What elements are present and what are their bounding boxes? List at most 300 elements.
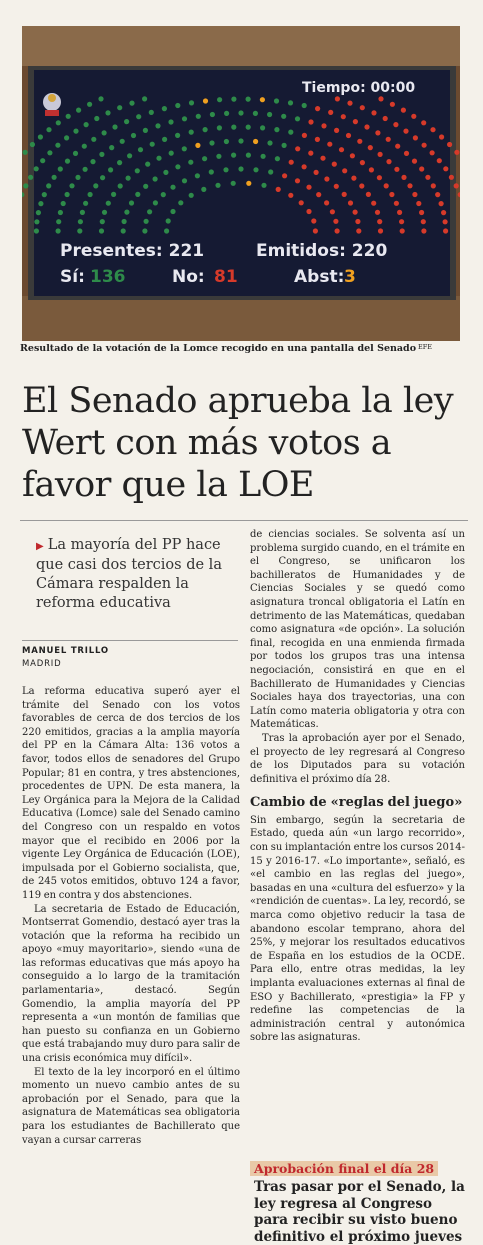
- seat-dot: [435, 192, 440, 197]
- seat-dot: [195, 143, 200, 148]
- seat-dot: [253, 167, 258, 172]
- seat-dot: [281, 114, 286, 119]
- paragraph: de ciencias sociales. Se solventa así un problema surgido cuando, en el trámite en el Congreso, se unificaron los bachilleratos de Humanidades y de Ciencias Sociales y se quedó como asignatura troncal obligatoria el Latín en detrimento de las Matemáticas, quedaban como asignatura «de opción». La solución final, recogida en una enmienda firmada por todos los grupos tras una intensa negociación, consistirá en que en el Bachillerato de Humanidades y Ciencias Sociales haya dos trayectorias, una con Latín como materia obligatoria y otra con Matemáticas.: [250, 529, 465, 731]
- seat-dot: [61, 201, 66, 206]
- seat-dot: [421, 228, 426, 233]
- seat-dot: [127, 153, 132, 158]
- seat-dot: [58, 210, 63, 215]
- seat-dot: [313, 228, 318, 233]
- seat-dot: [99, 228, 104, 233]
- seat-dot: [315, 106, 320, 111]
- seat-dot: [341, 114, 346, 119]
- seat-dot: [333, 219, 338, 224]
- seat-dot: [84, 122, 89, 127]
- seat-dot: [393, 122, 398, 127]
- seat-dot: [109, 145, 114, 150]
- highlight-text: Tras pasar por el Senado, la ley regresa al Congreso para recibir su visto bueno definitivo el próximo jueves: [254, 1179, 465, 1245]
- seat-dot: [443, 219, 448, 224]
- seat-dot: [369, 167, 374, 172]
- seat-dot: [203, 127, 208, 132]
- highlight-box: [250, 1158, 468, 1245]
- seat-dot: [124, 119, 129, 124]
- seat-dot: [276, 187, 281, 192]
- board-abst-label: Abst:: [294, 267, 345, 287]
- seat-dot: [302, 164, 307, 169]
- seat-dot: [324, 200, 329, 205]
- seat-dot: [170, 209, 175, 214]
- board-si-value: 136: [90, 267, 126, 287]
- seat-dot: [350, 153, 355, 158]
- seat-dot: [175, 103, 180, 108]
- seat-dot: [454, 150, 459, 155]
- seat-dot: [38, 134, 43, 139]
- seat-dot: [353, 119, 358, 124]
- photo-voting-board: [22, 26, 460, 341]
- seat-dot: [145, 162, 150, 167]
- seat-dot: [106, 201, 111, 206]
- seat-dot: [47, 150, 52, 155]
- seat-dot: [441, 210, 446, 215]
- screen-background: [34, 70, 450, 296]
- seat-dot: [153, 200, 158, 205]
- seat-dot: [375, 130, 380, 135]
- seat-dot: [166, 218, 171, 223]
- seat-dot: [377, 175, 382, 180]
- board-no-value: 81: [214, 267, 238, 287]
- paragraph: Sin embargo, según la secretaria de Estado, queda aún «un largo recorrido», con su implantación entre los cursos 2014-15 y 2016-17. «Lo importante», señaló, es «el cambio en las reglas del juego», basadas en una «cultura del esfuerzo» y la «rendición de cuentas». La ley, recordó, se marca como objetivo reducir la tasa de abandono escolar temprano, ahora del 25%, y mejorar los resultados educativos de España en los estudios de la OCDE. Para ello, entre otras medidas, la ley implanta evaluaciones externas al final de ESO y Bachillerato, «prestigia» la FP y redefine las competencias de la administración central y autonómica sobre las asignaturas.: [250, 814, 465, 1044]
- seat-dot: [153, 176, 158, 181]
- seat-dot: [162, 137, 167, 142]
- seat-dot: [150, 142, 155, 147]
- seat-dot: [295, 146, 300, 151]
- seat-dot: [102, 130, 107, 135]
- seat-dot: [124, 210, 129, 215]
- seat-dot: [282, 143, 287, 148]
- seat-dot: [335, 96, 340, 101]
- seat-dot: [449, 175, 454, 180]
- seat-dot: [386, 159, 391, 164]
- seat-dot: [411, 114, 416, 119]
- author-name: MANUEL TRILLO: [22, 646, 109, 656]
- seat-dot: [40, 158, 45, 163]
- seat-dot: [231, 181, 236, 186]
- seat-dot: [394, 167, 399, 172]
- seat-dot: [403, 129, 408, 134]
- seat-dot: [65, 159, 70, 164]
- seat-dot: [169, 151, 174, 156]
- headline-divider: [20, 520, 468, 521]
- seat-dot: [87, 102, 92, 107]
- seat-dot: [189, 130, 194, 135]
- seat-dot: [383, 116, 388, 121]
- seat-dot: [73, 129, 78, 134]
- seat-dot: [360, 160, 365, 165]
- seat-dot: [295, 116, 300, 121]
- seat-dot: [399, 219, 404, 224]
- seat-dot: [368, 145, 373, 150]
- board-si-label: Sí:: [60, 267, 85, 287]
- seat-dot: [224, 139, 229, 144]
- seat-dot: [129, 101, 134, 106]
- seat-dot: [401, 108, 406, 113]
- seat-dot: [93, 183, 98, 188]
- seat-dot: [162, 106, 167, 111]
- seat-dot: [288, 100, 293, 105]
- seat-dot: [447, 142, 452, 147]
- seat-dot: [275, 156, 280, 161]
- seat-dot: [407, 183, 412, 188]
- seat-dot: [437, 158, 442, 163]
- seat-dot: [117, 105, 122, 110]
- seat-dot: [100, 219, 105, 224]
- seat-dot: [90, 159, 95, 164]
- seat-dot: [342, 168, 347, 173]
- seat-dot: [253, 111, 258, 116]
- seat-dot: [378, 96, 383, 101]
- board-presentes: Presentes: 221: [60, 241, 205, 261]
- seat-dot: [215, 183, 220, 188]
- seat-dot: [306, 209, 311, 214]
- seat-dot: [439, 201, 444, 206]
- seat-dot: [135, 168, 140, 173]
- paragraph: El texto de la ley incorporó en el último momento un nuevo cambio antes de su aprobación por el Senado, para que la asignatura de Matemáticas sea obligatoria para los estudiantes de Bachillerato que vayan a cursar carreras: [22, 1066, 240, 1146]
- seat-dot: [135, 192, 140, 197]
- seat-dot: [34, 228, 39, 233]
- seat-dot: [117, 160, 122, 165]
- seat-dot: [161, 192, 166, 197]
- article-subhead: [22, 536, 238, 613]
- seat-dot: [210, 112, 215, 117]
- seat-dot: [121, 228, 126, 233]
- seat-dot: [182, 116, 187, 121]
- seat-dot: [454, 183, 459, 188]
- seat-dot: [136, 114, 141, 119]
- byline: [22, 646, 238, 669]
- seat-dot: [170, 185, 175, 190]
- seat-dot: [412, 159, 417, 164]
- seat-dot: [77, 228, 82, 233]
- seat-dot: [111, 192, 116, 197]
- seat-dot: [347, 101, 352, 106]
- seat-dot: [76, 108, 81, 113]
- seat-dot: [98, 96, 103, 101]
- seat-dot: [394, 201, 399, 206]
- seat-dot: [46, 183, 51, 188]
- seat-dot: [274, 127, 279, 132]
- seat-dot: [261, 183, 266, 188]
- photo-credit: EFE: [418, 343, 433, 351]
- seat-dot: [202, 156, 207, 161]
- seat-dot: [282, 173, 287, 178]
- seat-dot: [238, 138, 243, 143]
- seat-dot: [129, 200, 134, 205]
- seat-dot: [274, 98, 279, 103]
- seat-dot: [224, 111, 229, 116]
- seat-dot: [38, 201, 43, 206]
- seat-dot: [144, 219, 149, 224]
- seat-dot: [142, 228, 147, 233]
- seat-dot: [66, 114, 71, 119]
- seat-dot: [288, 193, 293, 198]
- seat-dot: [267, 112, 272, 117]
- seat-dot: [163, 170, 168, 175]
- seat-dot: [384, 183, 389, 188]
- seat-dot: [143, 128, 148, 133]
- board-no-label: No:: [172, 267, 205, 287]
- seat-dot: [342, 192, 347, 197]
- seat-dot: [321, 123, 326, 128]
- seat-dot: [289, 160, 294, 165]
- seat-dot: [56, 228, 61, 233]
- seat-dot: [189, 193, 194, 198]
- seat-dot: [316, 192, 321, 197]
- seat-dot: [175, 164, 180, 169]
- seat-dot: [348, 200, 353, 205]
- seat-dot: [52, 175, 57, 180]
- seat-dot: [327, 142, 332, 147]
- seat-dot: [80, 210, 85, 215]
- seat-dot: [246, 153, 251, 158]
- seat-dot: [397, 210, 402, 215]
- seat-dot: [419, 210, 424, 215]
- seat-dot: [416, 201, 421, 206]
- seat-dot: [209, 169, 214, 174]
- seat-dot: [217, 97, 222, 102]
- seat-dot: [34, 219, 39, 224]
- article-column-right: [250, 528, 465, 1045]
- seat-dot: [175, 133, 180, 138]
- seat-dot: [56, 219, 61, 224]
- seat-dot: [168, 119, 173, 124]
- seat-dot: [83, 167, 88, 172]
- seat-dot: [359, 183, 364, 188]
- seat-dot: [425, 175, 430, 180]
- seat-dot: [421, 219, 426, 224]
- seat-dot: [355, 219, 360, 224]
- seat-dot: [112, 124, 117, 129]
- seat-dot: [203, 98, 208, 103]
- seat-dot: [36, 210, 41, 215]
- senate-seal-icon: [43, 93, 61, 116]
- seat-dot: [339, 147, 344, 152]
- seat-dot: [73, 151, 78, 156]
- seat-dot: [430, 127, 435, 132]
- seat-dot: [260, 97, 265, 102]
- seat-dot: [389, 192, 394, 197]
- board-time: Tiempo: 00:00: [302, 80, 416, 96]
- seat-dot: [147, 209, 152, 214]
- seat-dot: [88, 192, 93, 197]
- seat-dot: [82, 144, 87, 149]
- caption-text: Resultado de la votación de la Lomce recogido en una pantalla del Senado: [20, 343, 417, 354]
- seat-dot: [261, 154, 266, 159]
- seat-dot: [443, 166, 448, 171]
- seat-dot: [332, 162, 337, 167]
- seat-dot: [182, 178, 187, 183]
- seat-dot: [390, 102, 395, 107]
- seat-dot: [75, 175, 80, 180]
- seat-dot: [99, 152, 104, 157]
- seat-dot: [404, 151, 409, 156]
- seat-dot: [334, 184, 339, 189]
- seat-dot: [30, 142, 35, 147]
- seat-dot: [122, 219, 127, 224]
- seat-dot: [378, 228, 383, 233]
- arrow-bullet-icon: ▶: [36, 541, 44, 552]
- seat-dot: [353, 210, 358, 215]
- seat-dot: [430, 150, 435, 155]
- seat-dot: [246, 125, 251, 130]
- section-heading: Cambio de «reglas del juego»: [250, 795, 463, 811]
- seat-dot: [55, 143, 60, 148]
- seat-dot: [360, 105, 365, 110]
- seat-dot: [357, 139, 362, 144]
- voting-board-image: [22, 26, 460, 341]
- seat-dot: [138, 147, 143, 152]
- seat-dot: [366, 192, 371, 197]
- seat-dot: [238, 166, 243, 171]
- seat-dot: [231, 97, 236, 102]
- seat-dot: [34, 166, 39, 171]
- seat-dot: [371, 201, 376, 206]
- seat-dot: [302, 103, 307, 108]
- seat-dot: [295, 178, 300, 183]
- seat-dot: [439, 134, 444, 139]
- seat-dot: [395, 144, 400, 149]
- seat-dot: [78, 219, 83, 224]
- seat-dot: [330, 209, 335, 214]
- seat-dot: [238, 110, 243, 115]
- byline-divider: [22, 640, 238, 641]
- seat-dot: [346, 133, 351, 138]
- seat-dot: [143, 184, 148, 189]
- seat-dot: [401, 175, 406, 180]
- seat-dot: [324, 176, 329, 181]
- seat-dot: [23, 150, 28, 155]
- dateline-city: MADRID: [22, 659, 62, 669]
- paragraph: La secretaria de Estado de Educación, Montserrat Gomendio, destacó ayer tras la votación que la reforma ha recibido un apoyo «muy mayoritario», siendo «una de las reformas educativas que más apoyo ha conseguido a lo largo de la tramitación parlamentaria», destacó. Según Gomendio, la amplia mayoría del PP representa a «un montón de familias que han puesto su confianza en un Gobierno que está trabajando muy duro para salir de una crisis económica muy difícil».: [22, 903, 240, 1065]
- seat-dot: [421, 120, 426, 125]
- photo-caption: [20, 343, 468, 354]
- seat-dot: [351, 176, 356, 181]
- seat-dot: [196, 114, 201, 119]
- seat-dot: [100, 175, 105, 180]
- article-headline: El Senado aprueba la ley Wert con más votos a favor que la LOE: [22, 381, 454, 505]
- seat-dot: [209, 140, 214, 145]
- seat-dot: [268, 169, 273, 174]
- seat-dot: [377, 219, 382, 224]
- seat-dot: [118, 183, 123, 188]
- seat-dot: [308, 119, 313, 124]
- seat-dot: [188, 160, 193, 165]
- seat-dot: [182, 146, 187, 151]
- seat-dot: [64, 135, 69, 140]
- seat-dot: [231, 125, 236, 130]
- seat-dot: [156, 156, 161, 161]
- seat-dot: [375, 210, 380, 215]
- subhead-text: La mayoría del PP hace que casi dos tercios de la Cámara respalden la reforma educativa: [36, 537, 222, 611]
- seat-dot: [328, 110, 333, 115]
- seat-dot: [69, 183, 74, 188]
- seat-dot: [126, 176, 131, 181]
- seat-dot: [253, 139, 258, 144]
- seat-dot: [378, 152, 383, 157]
- paragraph: La reforma educativa superó ayer el trámite del Senado con los votos favorables de cerca de dos tercios de los 220 emitidos, gracias a la amplia mayoría del PP en la Cámara Alta: 136 votos a favor, todos ellos de senadores del Grupo Popular; 81 en contra, y tres abstenciones, procedentes de UPN. De esta manera, la Ley Orgánica para la Mejora de la Calidad Educativa (Lomce) sale del Senado camino del Congreso con un respaldo en votos mayor que el recibido en 2006 por la vigente Ley Orgánica de Educación (LOE), impulsada por el Gobierno socialista, que, de 245 votos emitidos, obtuvo 124 a favor, 119 en contra y dos abstenciones.: [22, 686, 240, 901]
- seat-dot: [149, 110, 154, 115]
- seat-dot: [216, 154, 221, 159]
- seat-dot: [58, 166, 63, 171]
- seat-dot: [302, 133, 307, 138]
- seat-dot: [364, 124, 369, 129]
- seat-dot: [142, 96, 147, 101]
- seat-dot: [386, 137, 391, 142]
- seat-dot: [83, 201, 88, 206]
- seat-dot: [195, 173, 200, 178]
- seat-dot: [413, 135, 418, 140]
- seat-dot: [105, 110, 110, 115]
- seat-dot: [42, 192, 47, 197]
- seat-dot: [371, 110, 376, 115]
- article-column-left: [22, 685, 240, 1147]
- seat-dot: [320, 156, 325, 161]
- highlight-tag: Aprobación final el día 28: [250, 1161, 438, 1176]
- seat-dot: [311, 218, 316, 223]
- seat-dot: [102, 210, 107, 215]
- seat-dot: [189, 100, 194, 105]
- seat-dot: [108, 167, 113, 172]
- seat-dot: [178, 200, 183, 205]
- seat-dot: [46, 127, 51, 132]
- seat-dot: [201, 187, 206, 192]
- seat-dot: [65, 192, 70, 197]
- seat-dot: [315, 137, 320, 142]
- seat-dot: [306, 185, 311, 190]
- seat-dot: [164, 228, 169, 233]
- seat-dot: [267, 140, 272, 145]
- seat-dot: [412, 192, 417, 197]
- seat-dot: [422, 143, 427, 148]
- seat-dot: [217, 125, 222, 130]
- seat-dot: [308, 151, 313, 156]
- seat-dot: [246, 181, 251, 186]
- seat-dot: [120, 139, 125, 144]
- seat-dot: [260, 125, 265, 130]
- board-abst-value: 3: [344, 267, 356, 287]
- seat-dot: [28, 175, 33, 180]
- seat-dot: [23, 183, 28, 188]
- seat-dot: [131, 133, 136, 138]
- seat-dot: [299, 200, 304, 205]
- seat-dot: [400, 228, 405, 233]
- seat-dot: [56, 120, 61, 125]
- seat-dot: [334, 128, 339, 133]
- seat-dot: [231, 153, 236, 158]
- paragraph: Tras la aprobación ayer por el Senado, el proyecto de ley regresará al Congreso de los Diputados para su votación definitiva el próximo día 28.: [250, 732, 465, 785]
- seat-dot: [314, 170, 319, 175]
- seat-dot: [335, 228, 340, 233]
- seat-dot: [246, 97, 251, 102]
- seat-dot: [288, 130, 293, 135]
- board-emitidos: Emitidos: 220: [256, 241, 388, 261]
- seat-dot: [431, 183, 436, 188]
- seat-dot: [419, 166, 424, 171]
- seat-dot: [223, 167, 228, 172]
- seat-dot: [91, 137, 96, 142]
- seat-dot: [94, 116, 99, 121]
- seat-dot: [356, 228, 361, 233]
- seat-dot: [443, 228, 448, 233]
- seat-dot: [155, 123, 160, 128]
